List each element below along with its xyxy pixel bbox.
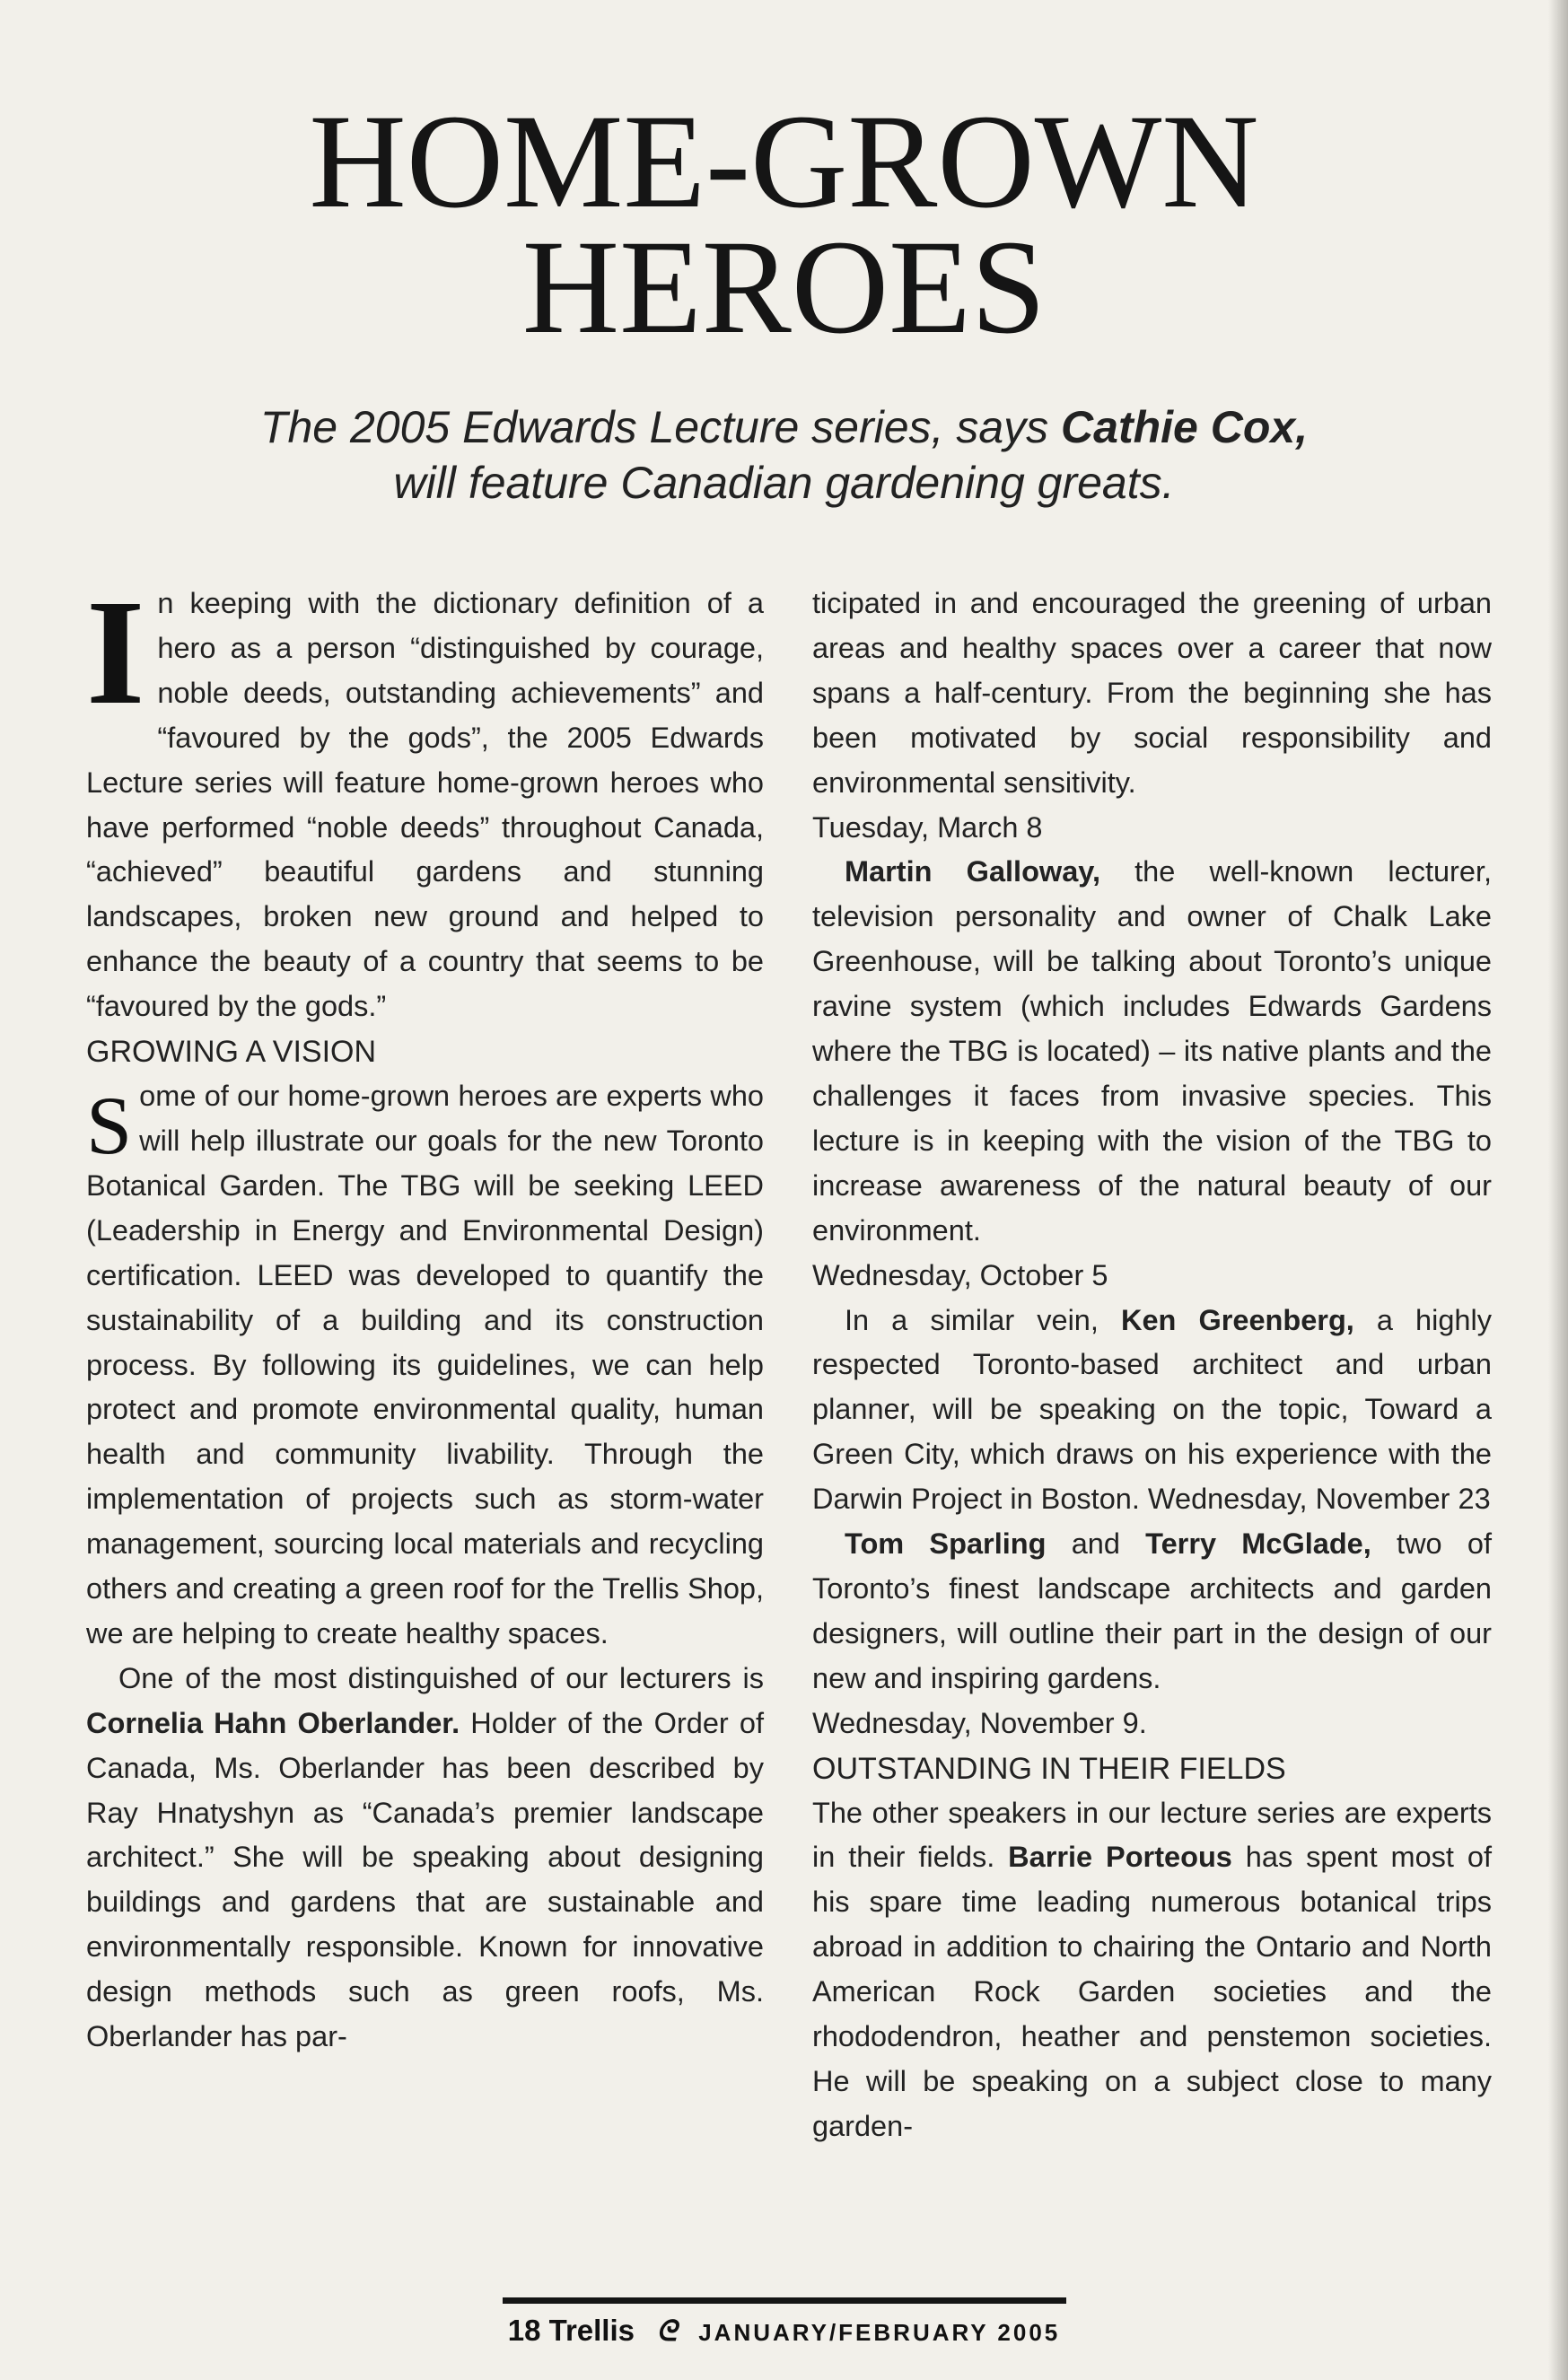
drop-cap-2: S [86, 1080, 133, 1172]
speaker-name-greenberg: Ken Greenberg, [1120, 1303, 1354, 1336]
continued-paragraph [812, 582, 1492, 850]
left-column [86, 569, 764, 2060]
page-edge-shadow [1548, 0, 1568, 2380]
porteous-text-b: has spent most of his spare time leading numerous botanical trips abroad in addition to chairing the Ontario and North American Rock Garden societies and the rhododendron, heather and penstemon societies. He will be speaking on a subject close to many garden- [812, 1841, 1492, 2142]
section-heading-fields: OUTSTANDING IN THEIR FIELDS [812, 1751, 1286, 1786]
page-number: 18 Trellis [507, 2314, 635, 2347]
intro-paragraph [86, 569, 764, 1029]
intro-text: n keeping with the dictionary definition of a hero as a person “distinguished by courage, noble deeds, outstanding achievements” and “favoured by the gods”, the 2005 Edwards Lecture series will feature home-grown heroes who have performed “noble deeds” throughout Canada, “achieved” beautiful gardens and stunning landscapes, broken new ground and helped to enhance the beauty of a country that seems to be “favoured by the gods.” [86, 587, 764, 1023]
porteous-paragraph [812, 1791, 1492, 2149]
galloway-text: the well-known lecturer, television personality and owner of Chalk Lake Greenhouse, will be talking about Toronto’s unique ravine system (which includes Edwards Gardens where the TBG is located) – its native plants and the challenges it faces from invasive species. This lecture is in keeping with the vision of the TBG to increase awareness of the natural beauty of our environment. [812, 855, 1493, 1247]
issue-date: JANUARY/FEBRUARY 2005 [698, 2319, 1061, 2346]
vision-text: ome of our home-grown heroes are experts who will help illustrate our goals for the new Toronto Botanical Garden. The TBG will be seeking LEED (Leadership in Energy and Environmental Design) certification. LEED was developed to quantify the sustainability of a building and its construction process. By following its guidelines, we can help protect and promote environmental quality, human health and community livability. Through the implementation of projects such as storm-water management, sourcing local materials and recycling others and creating a green roof for the Trellis Shop, we are helping to create healthy spaces. [86, 1080, 764, 1649]
title-line-1: HOME-GROWN [309, 87, 1259, 236]
speaker-name-galloway: Martin Galloway, [845, 855, 1100, 888]
title-line-2: HEROES [521, 213, 1047, 362]
sparling-text: two of Toronto’s finest landscape architects and garden designers, will outline their part in the design of our new and inspiring gardens. [812, 1527, 1492, 1694]
speaker-name-sparling: Tom Sparling [845, 1527, 1047, 1561]
section-heading-vision: GROWING A VISION [86, 1035, 377, 1070]
continued-text: ticipated in and encouraged the greening of urban areas and healthy spaces over a career that now spans a half-century. From the beginning she has been motivated by social responsibility and environmental sensitivity. [812, 587, 1492, 799]
greenberg-paragraph [812, 1299, 1492, 1523]
speaker-name-mcglade: Terry McGlade, [1145, 1527, 1371, 1561]
speaker-name-porteous: Barrie Porteous [1008, 1841, 1232, 1874]
sparling-mcglade-paragraph [812, 1522, 1492, 1746]
galloway-paragraph [812, 850, 1492, 1298]
subtitle-text: The 2005 Edwards Lecture series, says [259, 402, 1062, 452]
article-title [0, 87, 1568, 362]
subtitle-text-2: will feature Canadian gardening greats. [393, 458, 1175, 508]
subtitle-author: Cathie Cox, [1061, 402, 1309, 452]
oberlander-paragraph [86, 1657, 764, 2060]
oberlander-text-a: One of the most distinguished of our lecturers is [118, 1661, 764, 1694]
right-column [812, 582, 1492, 2149]
trellis-logo-icon: ᘓ [656, 2314, 677, 2347]
lecture-date-4: Wednesday, November 9. [812, 1706, 1147, 1739]
and-text: and [1046, 1527, 1146, 1561]
greenberg-text-a: In a similar vein, [845, 1303, 1121, 1336]
oberlander-text-b: Holder of the Order of Canada, Ms. Oberlander has been described by Ray Hnatyshyn as “Canada’s premier landscape architect.” She will be speaking about designing buildings and gardens that are sustainable and environmentally responsible. Known for innovative design methods such as green roofs, Ms. Oberlander has par- [86, 1706, 764, 2053]
lecture-date-2: Wednesday, October 5 [812, 1258, 1108, 1291]
drop-cap: I [86, 569, 145, 736]
footer-rule [503, 2297, 1066, 2304]
article-subtitle [0, 399, 1568, 511]
greenberg-text-b: a highly respected Toronto-based architect and urban planner, will be speaking on the topic, Toward a Green City, which draws on his experience with the Darwin Project in Boston. Wednesday, November 23 [812, 1303, 1492, 1516]
porteous-text-a: The other speakers in our lecture series are experts in their fields. [812, 1796, 1492, 1874]
lecture-date-1: Tuesday, March 8 [812, 810, 1043, 844]
page-footer [0, 2311, 1568, 2352]
vision-paragraph [86, 1074, 764, 1657]
speaker-name-oberlander: Cornelia Hahn Oberlander. [86, 1706, 460, 1739]
